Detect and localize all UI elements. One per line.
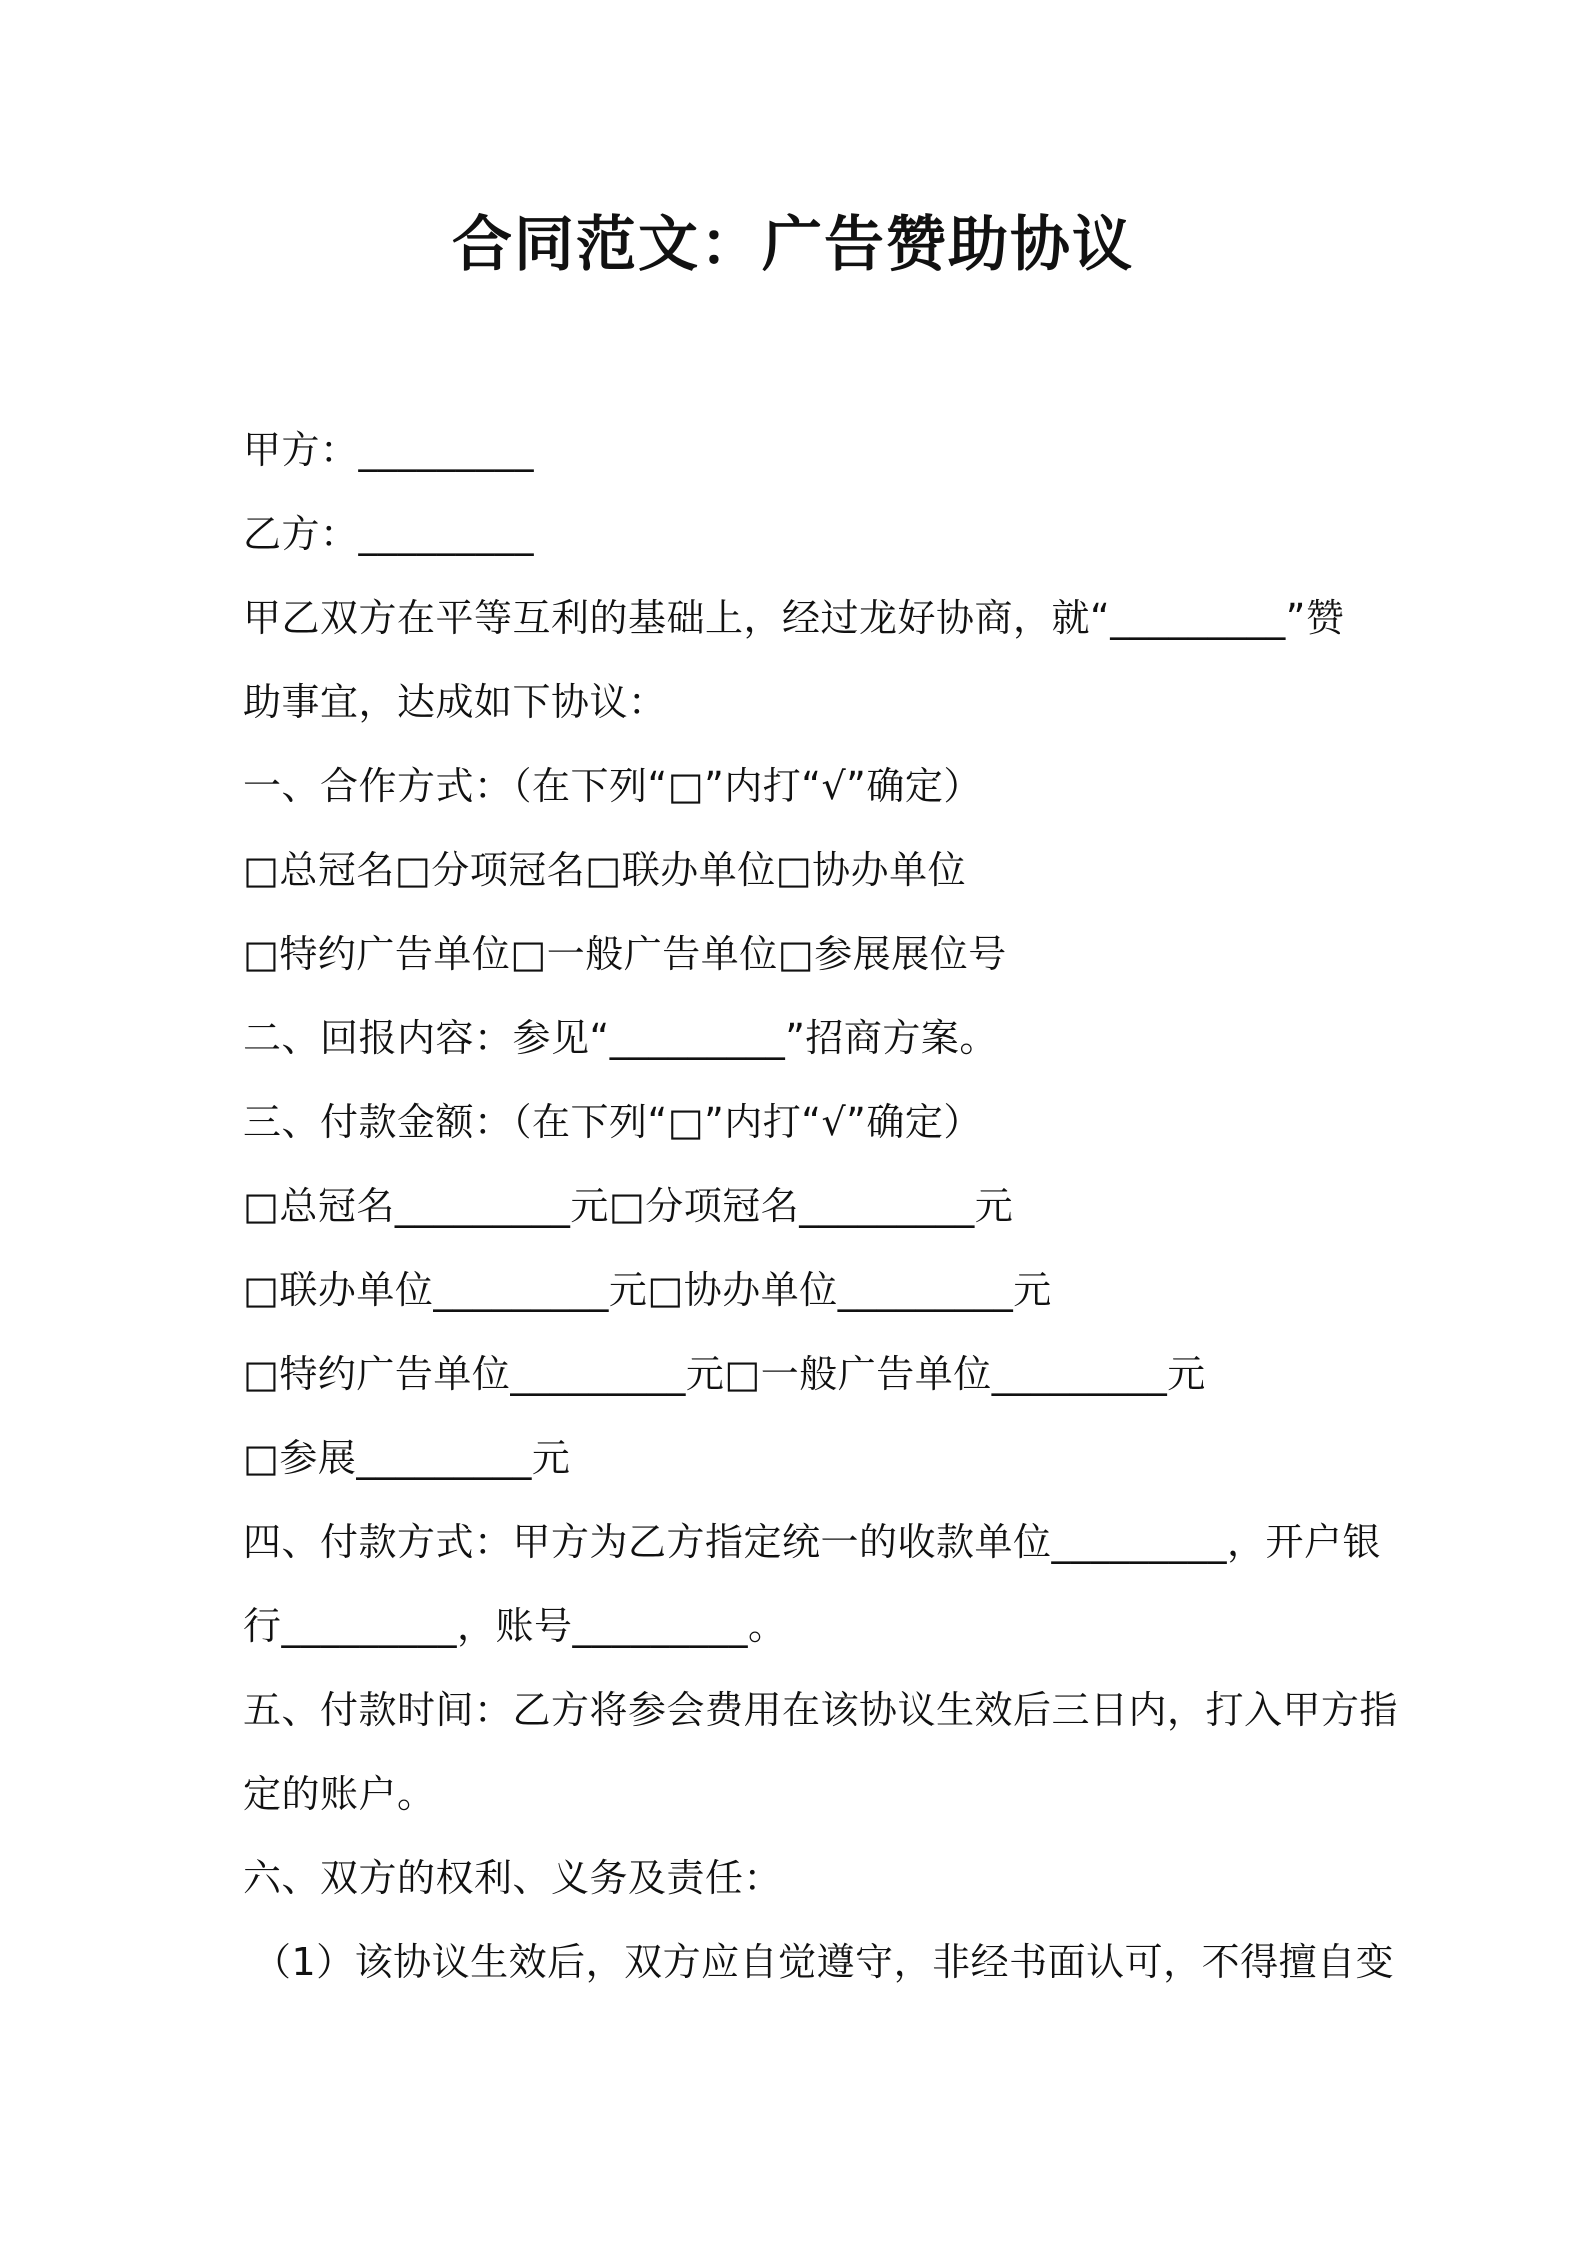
preamble-line-1: 甲乙双方在平等互利的基础上，经过龙好协商，就“_________”赞 bbox=[243, 596, 1345, 640]
cooperation-options-line-1: □总冠名□分项冠名□联办单位□协办单位 bbox=[243, 848, 967, 892]
party-b-line: 乙方：_________ bbox=[243, 512, 535, 556]
section-6-heading: 六、双方的权利、义务及责任： bbox=[243, 1856, 783, 1900]
document-title: 合同范文：广告赞助协议 bbox=[452, 210, 1134, 280]
payment-amount-line-1: □总冠名_________元□分项冠名_________元 bbox=[243, 1184, 1014, 1228]
section-1-heading: 一、合作方式：（在下列“□”内打“√”确定） bbox=[243, 764, 982, 808]
document-body bbox=[243, 408, 1399, 2004]
section-4-line-2: 行_________，账号_________。 bbox=[243, 1604, 787, 1648]
party-a-line: 甲方：_________ bbox=[243, 428, 535, 472]
payment-amount-line-2: □联办单位_________元□协办单位_________元 bbox=[243, 1268, 1052, 1312]
section-6-item-1: （1）该协议生效后，双方应自觉遵守，非经书面认可，不得擅自变 bbox=[253, 1940, 1395, 1984]
cooperation-options-line-2: □特约广告单位□一般广告单位□参展展位号 bbox=[243, 932, 1007, 976]
preamble-line-2: 助事宜，达成如下协议： bbox=[243, 680, 667, 724]
section-3-heading: 三、付款金额：（在下列“□”内打“√”确定） bbox=[243, 1100, 982, 1144]
section-2-line: 二、回报内容：参见“_________”招商方案。 bbox=[243, 1016, 998, 1060]
section-5-line-2: 定的账户。 bbox=[243, 1772, 436, 1816]
section-5-line-1: 五、付款时间：乙方将参会费用在该协议生效后三日内，打入甲方指 bbox=[243, 1688, 1399, 1732]
section-4-line-1: 四、付款方式：甲方为乙方指定统一的收款单位_________，开户银 bbox=[243, 1520, 1382, 1564]
payment-amount-line-4: □参展_________元 bbox=[243, 1436, 571, 1480]
payment-amount-line-3: □特约广告单位_________元□一般广告单位_________元 bbox=[243, 1352, 1206, 1396]
